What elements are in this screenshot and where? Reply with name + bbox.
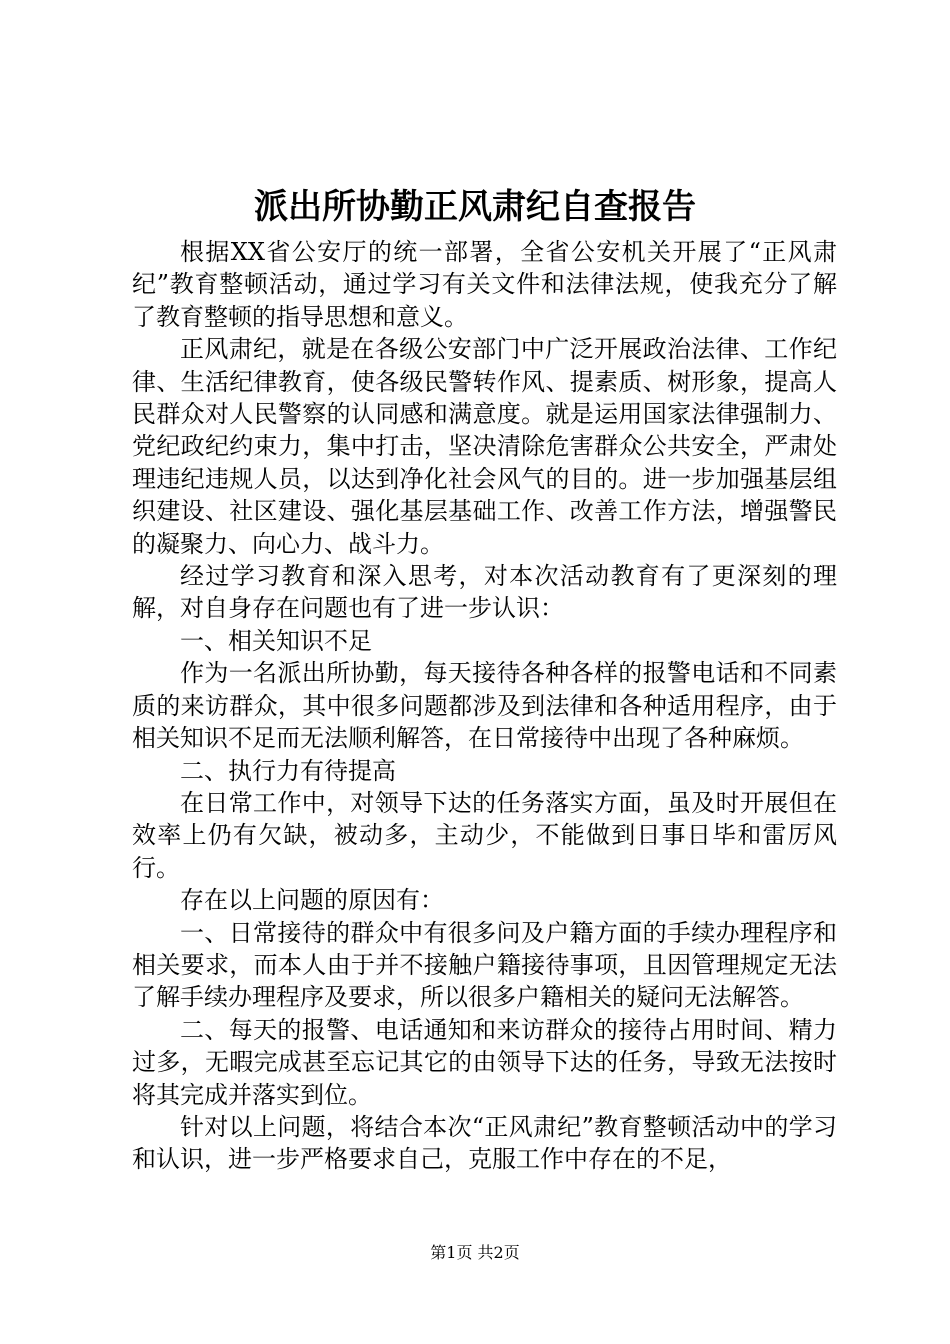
document-title: 派出所协勤正风肃纪自查报告 [254, 187, 696, 227]
paragraph-7: 二、每天的报警、电话通知和来访群众的接待占用时间、精力过多，无暇完成甚至忘记其它的由领导下达的任务，导致无法按时将其完成并落实到位。 [132, 1015, 837, 1109]
paragraph-6: 一、日常接待的群众中有很多问及户籍方面的手续办理程序和相关要求，而本人由于并不接触户籍接待事项，且因管理规定无法了解手续办理程序及要求，所以很多户籍相关的疑问无法解答。 [132, 918, 837, 1012]
page-footer: 第1页 共2页 [430, 1243, 520, 1262]
paragraph-3: 经过学习教育和深入思考，对本次活动教育有了更深刻的理解，对自身存在问题也有了进一步认识： [132, 562, 837, 623]
paragraph-1: 根据XX省公安厅的统一部署，全省公安机关开展了“正风肃纪”教育整顿活动，通过学习有关文件和法律法规，使我充分了解了教育整顿的指导思想和意义。 [132, 238, 837, 331]
paragraph-2: 正风肃纪，就是在各级公安部门中广泛开展政治法律、工作纪律、生活纪律教育，使各级民警转作风、提素质、树形象，提高人民群众对人民警察的认同感和满意度。就是运用国家法律强制力、党纪政纪约束力，集中打击，坚决清除危害群众公共安全，严肃处理违纪违规人员，以达到净化社会风气的目的。进一步加强基层组织建设、社区建设、强化基层基础工作、改善工作方法，增强警民的凝聚力、向心力、战斗力。 [132, 335, 837, 558]
section-heading-3: 存在以上问题的原因有： [180, 886, 444, 915]
paragraph-5: 在日常工作中，对领导下达的任务落实方面，虽及时开展但在效率上仍有欠缺，被动多，主动少，不能做到日事日毕和雷厉风行。 [132, 788, 837, 882]
section-heading-1: 一、相关知识不足 [180, 626, 372, 655]
paragraph-8: 针对以上问题，将结合本次“正风肃纪”教育整顿活动中的学习和认识，进一步严格要求自己，克服工作中存在的不足， [132, 1112, 837, 1174]
document-body [132, 236, 837, 1176]
paragraph-4: 作为一名派出所协勤，每天接待各种各样的报警电话和不同素质的来访群众，其中很多问题都涉及到法律和各种适用程序，由于相关知识不足而无法顺利解答，在日常接待中出现了各种麻烦。 [132, 659, 837, 753]
section-heading-2: 二、执行力有待提高 [180, 756, 396, 785]
